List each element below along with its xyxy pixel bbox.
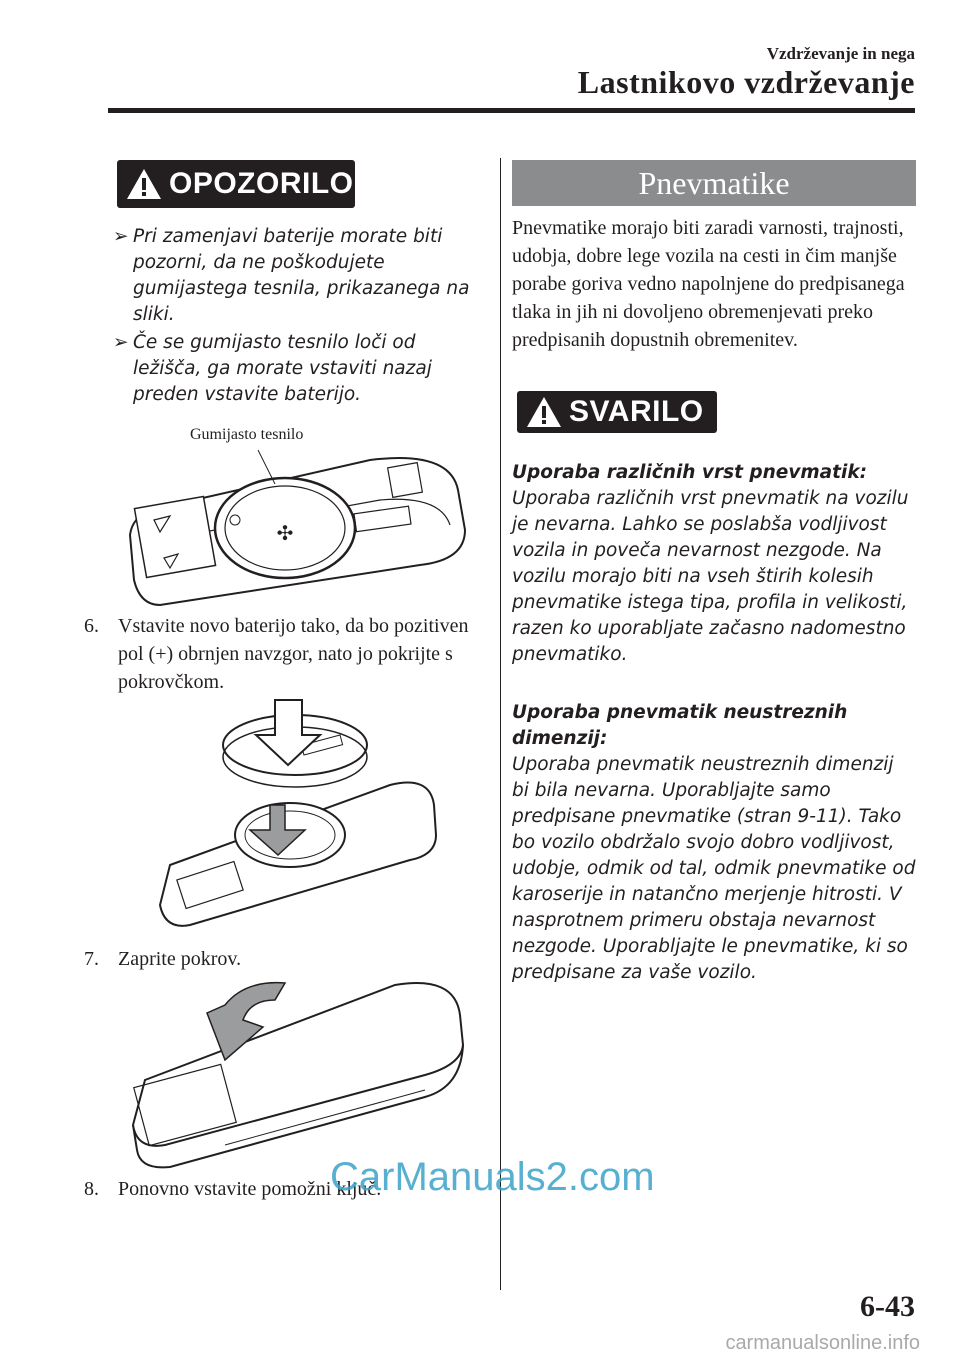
- arrow-icon: ➢: [113, 226, 129, 247]
- caution-text: Uporaba različnih vrst pnevmatik na vozilu je nevarna. Lahko se poslabša vodljivost vozila in poveča nevarnost nezgode. Na vozilu morajo biti na vseh štirih kolesih pnevmatike istega tipa, profila in velikosti, razen ko uporabljate začasno nadomestno pnevmatiko.: [512, 488, 909, 665]
- caution-badge: [517, 391, 717, 433]
- key-interior-illustration: [120, 440, 470, 610]
- bullet-text: Če se gumijasto tesnilo loči od ležišča, ga morate vstaviti nazaj preden vstavite baterijo.: [133, 332, 432, 405]
- caution-heading: Uporaba pnevmatik neustreznih dimenzij:: [512, 702, 848, 749]
- step-text: Vstavite novo baterijo tako, da bo pozitiven pol (+) obrnjen navzgor, nato jo pokrijte s pokrovčkom.: [118, 615, 469, 693]
- step-number: 8.: [84, 1178, 99, 1200]
- arrow-icon: ➢: [113, 332, 129, 353]
- caution-block-2: [512, 700, 916, 986]
- caution-heading: Uporaba različnih vrst pnevmatik:: [512, 462, 868, 483]
- warning-bullet: [113, 330, 483, 408]
- caution-block-1: [512, 460, 916, 668]
- warning-icon: [525, 395, 563, 429]
- section-heading: Vzdrževanje in nega: [766, 44, 915, 63]
- step-number: 6.: [84, 615, 99, 637]
- watermark-logo: CarManuals2.com: [330, 1155, 655, 1199]
- warning-badge: [117, 160, 355, 208]
- svg-text:✣: ✣: [276, 521, 294, 545]
- header-divider: [108, 108, 915, 113]
- page-title: Lastnikovo vzdrževanje: [577, 64, 915, 100]
- step-6: [84, 612, 484, 696]
- step-text: Zaprite pokrov.: [118, 948, 242, 970]
- page-number: 6-43: [860, 1290, 915, 1323]
- step-text: Ponovno vstavite pomožni ključ.: [118, 1178, 382, 1200]
- intro-paragraph: Pnevmatike morajo biti zaradi varnosti, trajnosti, udobja, dobre lege vozila na cesti in čim manjše porabe goriva vedno napolnjene do predpisanega tlaka in jih ni dovoljeno obremenjevati preko predpisanih dopustnih obremenitev.: [512, 217, 905, 351]
- warning-label: OPOZORILO: [169, 167, 354, 200]
- figure-caption: Gumijasto tesnilo: [190, 426, 304, 443]
- battery-insertion-illustration: [150, 695, 440, 935]
- caution-text: Uporaba pnevmatik neustreznih dimenzij bi bila nevarna. Uporabljajte samo predpisane pnevmatike (stran 9-11). Tako bo vozilo obdržalo svojo dobro vodljivost, udobje, odmik od tal, odmik pnevmatike od karoserije in natančno merjenje hitrosti. V nasprotnem primeru obstaja nevarnost nezgode. Uporabljajte le pnevmatike, ki so predpisane za vaše vozilo.: [512, 754, 916, 983]
- warning-bullet: [113, 224, 483, 328]
- step-number: 7.: [84, 948, 99, 970]
- section-title: Pnevmatike: [512, 160, 916, 206]
- warning-icon: [125, 167, 163, 201]
- caution-label: SVARILO: [569, 395, 704, 428]
- close-cover-illustration: [125, 975, 465, 1175]
- bullet-text: Pri zamenjavi baterije morate biti pozorni, da ne poškodujete gumijastega tesnila, prikazanega na sliki.: [133, 226, 470, 325]
- watermark-url: carmanualsonline.info: [725, 1332, 920, 1354]
- column-divider: [500, 158, 501, 1290]
- step-7: [84, 945, 484, 973]
